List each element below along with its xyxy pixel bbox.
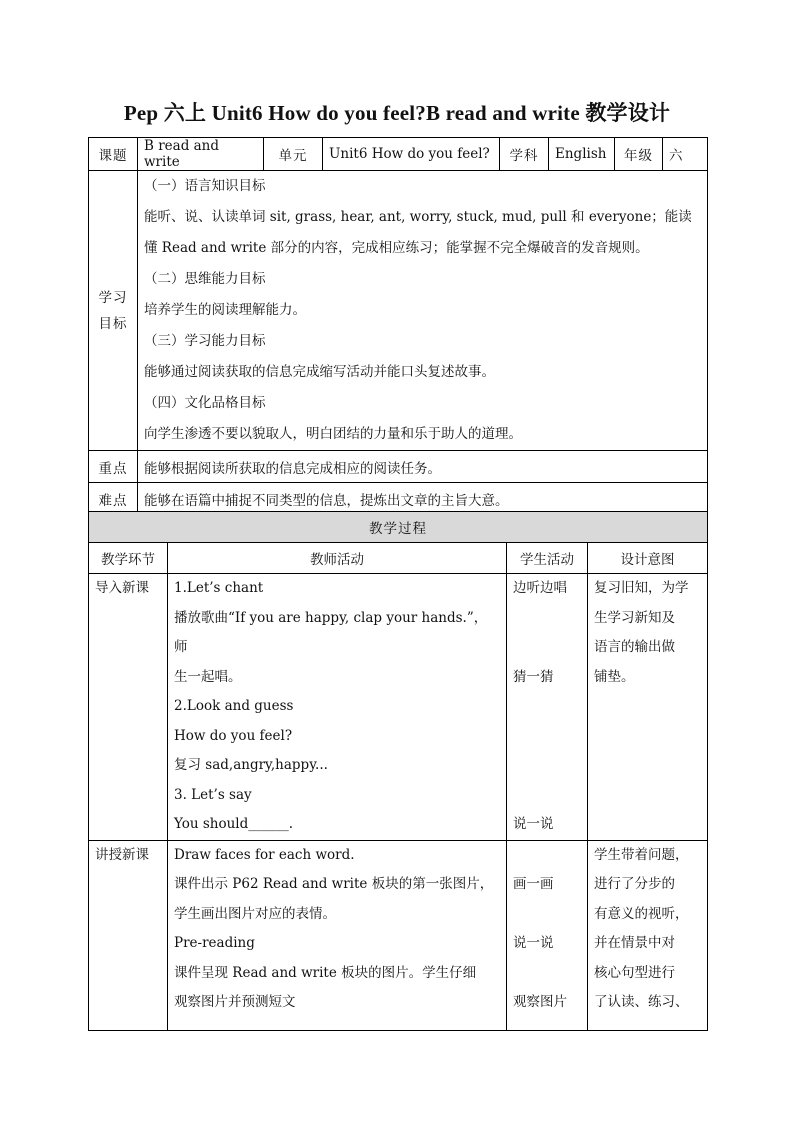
teacher-line: 2.Look and guess — [174, 698, 294, 714]
objective-line: （三）学习能力目标 — [144, 333, 266, 349]
table-row — [89, 574, 708, 841]
teacher-line: 复习 sad,angry,happy... — [174, 757, 328, 773]
header-stage: 教学环节 — [89, 543, 168, 574]
objectives-label-line1: 学习 — [98, 289, 128, 306]
teacher-line: 课件出示 P62 Read and write 板块的第一张图片， — [174, 876, 494, 892]
header-student: 学生活动 — [507, 543, 588, 574]
teaching-process-table — [88, 511, 708, 1031]
page-title: Pep 六上 Unit6 How do you feel?B read and write 教学设计 — [123, 101, 671, 125]
difficulty-text: 能够在语篇中捕捉不同类型的信息，提炼出文章的主旨大意。 — [138, 483, 708, 515]
teacher-line: Draw faces for each word. — [174, 846, 355, 863]
grade-label: 年级 — [615, 138, 663, 171]
objectives-label-line2: 目标 — [98, 315, 128, 332]
intent-cell — [588, 574, 708, 841]
header-teacher: 教师活动 — [168, 543, 507, 574]
subject-value: English — [549, 138, 615, 171]
intent-line: 学生带着问题， — [594, 846, 689, 863]
topic-label: 课题 — [89, 138, 138, 171]
student-line: 说一说 — [513, 816, 554, 832]
teacher-activity-cell — [168, 574, 507, 841]
objective-line: （一）语言知识目标 — [144, 178, 266, 194]
stage-cell — [89, 574, 168, 841]
intent-line: 并在情景中对 — [594, 935, 675, 951]
intent-cell — [588, 840, 708, 1030]
intent-line: 生学习新知及 — [594, 609, 675, 626]
student-line: 观察图片 — [513, 994, 567, 1010]
stage-name: 导入新课 — [95, 580, 149, 596]
student-line: 边听边唱 — [513, 580, 567, 596]
student-line: 说一说 — [513, 935, 554, 951]
objective-line: 培养学生的阅读理解能力。 — [144, 302, 306, 318]
teacher-line: 1.Let’s chant — [174, 580, 264, 596]
teacher-line: Pre-reading — [174, 935, 255, 951]
objective-line: 向学生渗透不要以貌取人，明白团结的力量和乐于助人的道理。 — [144, 426, 522, 442]
stage-name: 讲授新课 — [95, 846, 149, 863]
teacher-activity-cell — [168, 840, 507, 1030]
stage-cell — [89, 840, 168, 1030]
objective-line: 懂 Read and write 部分的内容，完成相应练习；能掌握不完全爆破音的发音规则。 — [144, 240, 649, 256]
intent-line: 进行了分步的 — [594, 876, 675, 892]
teacher-line: 3. Let’s say — [174, 786, 252, 803]
teacher-line: 生一起唱。 — [174, 668, 242, 685]
teacher-line: How do you feel? — [174, 727, 293, 744]
objectives-content — [138, 171, 708, 451]
objective-line: （二）思维能力目标 — [144, 271, 266, 287]
teacher-line: 学生画出图片对应的表情。 — [174, 905, 336, 922]
difficulty-label: 难点 — [89, 483, 138, 515]
key-point-text: 能够根据阅读所获取的信息完成相应的阅读任务。 — [138, 451, 708, 483]
student-line: 猜一猜 — [513, 668, 554, 685]
lesson-info-table — [88, 137, 708, 515]
teacher-line: 播放歌曲“If you are happy, clap your hands.”，师 — [174, 609, 488, 655]
unit-label: 单元 — [264, 138, 323, 171]
intent-line: 铺垫。 — [594, 668, 635, 685]
key-point-label: 重点 — [89, 451, 138, 483]
intent-line: 有意义的视听， — [594, 905, 689, 922]
table-row — [89, 840, 708, 1030]
student-activity-cell — [507, 574, 588, 841]
subject-label: 学科 — [500, 138, 549, 171]
teacher-line: 课件呈现 Read and write 板块的图片。学生仔细 — [174, 964, 477, 981]
topic-value: B read and write — [138, 138, 264, 171]
student-activity-cell — [507, 840, 588, 1030]
objective-line: 能听、说、认读单词 sit, grass, hear, ant, worry, stuck, mud, pull 和 everyone；能读 — [144, 209, 692, 225]
objective-line: 能够通过阅读获取的信息完成缩写活动并能口头复述故事。 — [144, 364, 495, 380]
intent-line: 语言的输出做 — [594, 639, 675, 655]
unit-value: Unit6 How do you feel? — [323, 138, 500, 171]
teacher-line: 观察图片并预测短文 — [174, 994, 296, 1010]
objectives-label — [89, 171, 138, 451]
intent-line: 核心句型进行 — [594, 964, 675, 981]
process-title: 教学过程 — [89, 512, 708, 543]
teacher-line: You should______. — [174, 816, 294, 832]
intent-line: 复习旧知，为学 — [594, 580, 689, 596]
grade-value: 六 — [663, 138, 708, 171]
student-line: 画一画 — [513, 876, 554, 892]
intent-line: 了认读、练习、 — [594, 994, 689, 1010]
header-intent: 设计意图 — [588, 543, 708, 574]
objective-line: （四）文化品格目标 — [144, 395, 266, 411]
